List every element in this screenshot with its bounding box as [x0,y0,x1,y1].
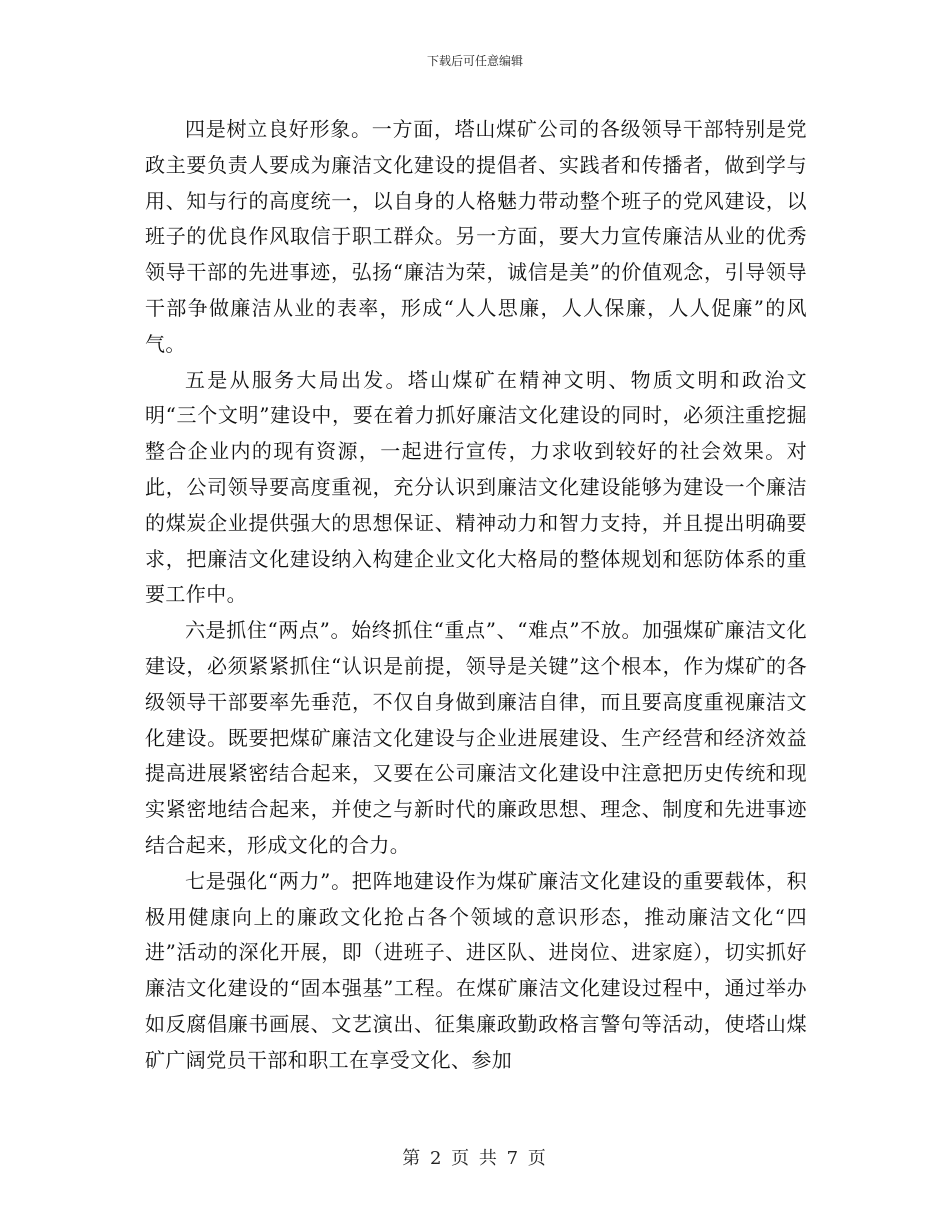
paragraph-six: 六是抓住“两点”。始终抓住“重点”、“难点”不放。加强煤矿廉洁文化建设，必须紧紧抓住“认识是前提，领导是关键”这个根本，作为煤矿的各级领导干部要率先垂范，不仅自身做到廉洁自律，而且要高度重视廉洁文化建设。既要把煤矿廉洁文化建设与企业进展建设、生产经营和经济效益提高进展紧密结合起来，又要在公司廉洁文化建设中注意把历史传统和现实紧密地结合起来，并使之与新时代的廉政思想、理念、制度和先进事迹结合起来，形成文化的合力。 [145,618,807,857]
paragraph-four: 四是树立良好形象。一方面，塔山煤矿公司的各级领导干部特别是党政主要负责人要成为廉洁文化建设的提倡者、实践者和传播者，做到学与用、知与行的高度统一，以自身的人格魅力带动整个班子的党风建设，以班子的优良作风取信于职工群众。另一方面，要大力宣传廉洁从业的优秀领导干部的先进事迹，弘扬“廉洁为荣，诚信是美”的价值观念，引导领导干部争做廉洁从业的表率，形成“人人思廉，人人保廉，人人促廉”的风气。 [145,117,807,356]
document-body [145,112,807,1079]
page-number-footer: 第 2 页 共 7 页 [402,1148,548,1169]
paragraph-seven: 七是强化“两力”。把阵地建设作为煤矿廉洁文化建设的重要载体，积极用健康向上的廉政文化抢占各个领域的意识形态，推动廉洁文化“四进”活动的深化开展，即（进班子、进区队、进岗位、进家庭），切实抓好廉洁文化建设的“固本强基”工程。在煤矿廉洁文化建设过程中，通过举办如反腐倡廉书画展、文艺演出、征集廉政勤政格言警句等活动，使塔山煤矿广阔党员干部和职工在享受文化、参加 [145,868,807,1072]
paragraph-five: 五是从服务大局出发。塔山煤矿在精神文明、物质文明和政治文明“三个文明”建设中，要在着力抓好廉洁文化建设的同时，必须注重挖掘整合企业内的现有资源，一起进行宣传，力求收到较好的社会效果。对此，公司领导要高度重视，充分认识到廉洁文化建设能够为建设一个廉洁的煤炭企业提供强大的思想保证、精神动力和智力支持，并且提出明确要求，把廉洁文化建设纳入构建企业文化大格局的整体规划和惩防体系的重要工作中。 [145,367,807,607]
page-header-note: 下载后可任意编辑 [426,54,523,68]
